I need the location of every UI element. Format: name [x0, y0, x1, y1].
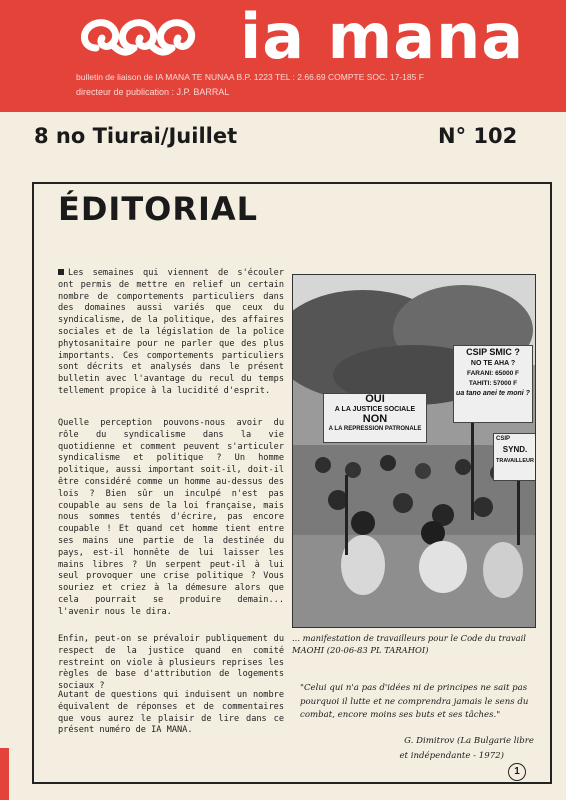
sign-syndicat: [493, 433, 536, 481]
sign-text: TRAVAILLEUR: [496, 458, 534, 464]
sign-text: CSIP: [496, 436, 511, 442]
editorial-heading: ÉDITORIAL: [58, 190, 259, 228]
issue-number: N° 102: [438, 124, 518, 148]
masthead-title: ia mana: [240, 0, 525, 73]
masthead-subline: bulletin de liaison de IA MANA TE NUNAA B.P. 1223 TEL : 2.66.69 COMPTE SOC. 17-185 F: [76, 72, 424, 82]
page-edge-tab: [0, 748, 9, 800]
sign-text: SYND.: [502, 445, 528, 454]
spiral-wave-icon: [76, 8, 226, 70]
sign-text: FARANI: 65000 F: [466, 370, 520, 377]
issue-date: 8 no Tiurai/Juillet: [34, 124, 238, 148]
sign-text: A LA REPRESSION PATRONALE: [328, 426, 422, 432]
editorial-paragraph-2: Quelle perception pouvons-nous avoir du rôle du syndicalisme dans la vie quotidienne et comment peuvent s'articuler syndicalisme et politique ? Un homme politique, aussi important soit-il, doit-il être considéré comme un homme au-dessus des lois ? Bien sûr un inculpé n'est pas coupable au sens de la loi française, mais nous sommes tentés d'écrire, pas encore coupable ! Et quand cet homme tient entre ses mains une partie de la destinée du pays, est-il honnête de lui laisser les mains libres ? Un serpent peut-il à lui seul provoquer une crise politique ? Vous souriez et criez à la démesure alors que cela pourrait se produire demain... l'avenir nous le dira.: [58, 418, 284, 617]
sign-justice-sociale: [323, 393, 427, 443]
masthead-banner: [0, 0, 566, 112]
pull-quote: "Celui qui n'a pas d'idées ni de principes ne sait pas pourquoi il lutte et ne comprendra jamais le sens du combat, encore moins ses buts et ses tâches.": [300, 683, 529, 720]
sign-text: OUI: [365, 393, 385, 405]
masthead-director: directeur de publication : J.P. BARRAL: [76, 87, 230, 97]
sign-text: TAHITI: 57000 F: [468, 380, 518, 387]
sign-text: NO TE AHA ?: [470, 360, 516, 367]
sign-text: NON: [362, 413, 388, 425]
protest-photo: [292, 274, 536, 628]
paragraph-text: Les semaines qui viennent de s'écouler ont permis de mettre en relief un certain nombre de comportements particuliers dans des domaines aussi variés que ceux du syndicalisme, de la politique, des affaires sociales et de la législation de la police phytosanitaire pour ne parler que des plus importants. Ces comportements particuliers sont décrits et analysés dans le présent bulletin avec l'avantage du recul du temps tellement propice à la lucidité d'esprit.: [58, 268, 284, 396]
editorial-paragraph-4: Autant de questions qui induisent un nombre équivalent de réponses et de commentaires que vous aurez le plaisir de lire dans ce présent numéro de IA MANA.: [58, 690, 284, 736]
quote-source: et indépendante - 1972): [399, 751, 504, 761]
sign-text: CSIP SMIC ?: [466, 347, 520, 357]
editorial-paragraph-3: Enfin, peut-on se prévaloir publiquement du respect de la justice quand en comité restreint on viole à plusieurs reprises les règles de base d'attribution de logements sociaux ?: [58, 634, 284, 692]
page-number: 1: [508, 763, 526, 781]
quote-author: G. Dimitrov (La Bulgarie libre: [404, 736, 534, 746]
sign-text: A LA JUSTICE SOCIALE: [334, 406, 416, 413]
sign-text: ua tano anei te moni ?: [456, 390, 530, 397]
editorial-paragraph-1: [58, 268, 284, 398]
bullet-square-icon: [58, 269, 64, 275]
sign-smic: [453, 345, 533, 423]
photo-caption: ... manifestation de travailleurs pour le Code du travail MAOHI (20-06-83 PL TARAHOI): [292, 633, 526, 655]
